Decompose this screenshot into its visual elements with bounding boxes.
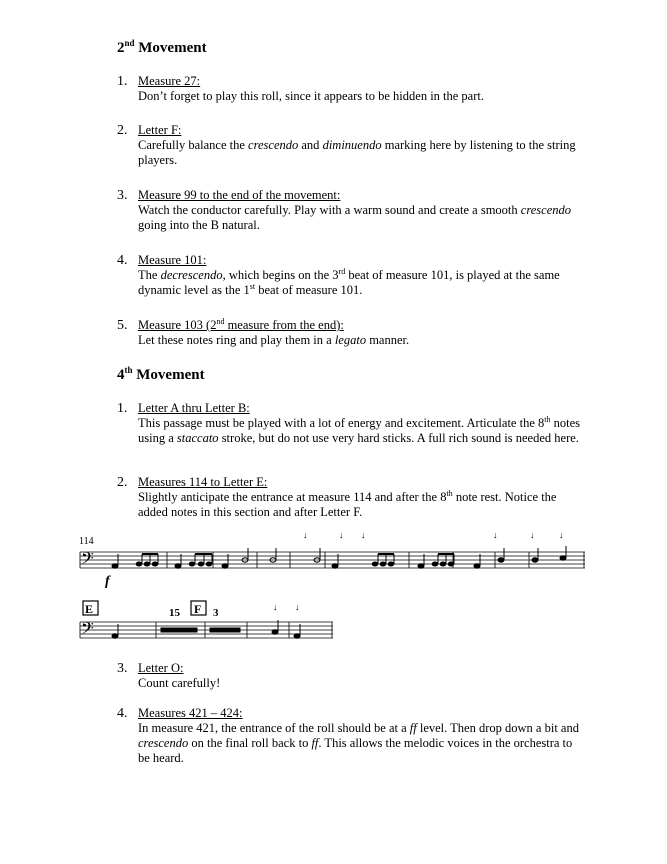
item-title: Letter A thru Letter B: <box>138 401 250 415</box>
item-text: In measure 421, the entrance of the roll should be at a ff level. Then drop down a bit and crescendo on the final roll back to ff. This allows the melodic voices in the orchestra to be heard. <box>138 721 579 765</box>
list-item: 3. Measure 99 to the end of the movement: Watch the conductor carefully. Play with a warm sound and create a smooth crescendo going into the B natural. <box>117 188 587 233</box>
multi-rest-count-3: 3 <box>213 607 219 619</box>
list-item: 5. Measure 103 (2nd measure from the end): Let these notes ring and play them in a legato manner. <box>117 318 587 348</box>
item-text: The decrescendo, which begins on the 3rd beat of measure 101, is played at the same dynamic level as the 1st beat of measure 101. <box>138 266 560 297</box>
list-item: 3. Letter O: Count carefully! <box>117 661 587 691</box>
svg-text:↓: ↓ <box>303 530 308 540</box>
item-title: Measure 99 to the end of the movement: <box>138 188 341 202</box>
dynamic-marking: f <box>105 574 110 589</box>
multi-rest-count-15: 15 <box>169 607 180 619</box>
svg-text:↓: ↓ <box>339 530 344 540</box>
measure-number: 114 <box>79 536 94 547</box>
heading-2nd-movement: 2nd Movement <box>117 38 207 56</box>
item-text: Let these notes ring and play them in a legato manner. <box>138 333 410 347</box>
item-title: Measure 103 (2nd measure from the end): <box>138 316 344 332</box>
item-title: Measures 114 to Letter E: <box>138 475 268 489</box>
svg-text:↓: ↓ <box>295 602 300 612</box>
rehearsal-mark-e <box>83 601 98 616</box>
item-title: Measure 101: <box>138 253 207 267</box>
item-title: Letter O: <box>138 661 184 675</box>
item-text: This passage must be played with a lot of energy and excitement. Articulate the 8th notes using a staccato stroke, but do not use very hard sticks. A full rich sound is needed here. <box>138 414 580 445</box>
svg-text:E: E <box>85 602 94 616</box>
item-text: Watch the conductor carefully. Play with a warm sound and create a smooth crescendo going into the B natural. <box>138 203 571 232</box>
item-text: Don’t forget to play this roll, since it appears to be hidden in the part. <box>138 89 484 103</box>
list-item: 1. Measure 27: Don’t forget to play this roll, since it appears to be hidden in the part. <box>117 74 587 104</box>
item-title: Measure 27: <box>138 74 201 88</box>
svg-text:↓: ↓ <box>530 530 535 540</box>
item-text: Slightly anticipate the entrance at measure 114 and after the 8th note rest. Notice the added notes in this section and after Letter F. <box>138 488 557 519</box>
svg-text:↓: ↓ <box>493 530 498 540</box>
rehearsal-mark-f <box>191 601 206 616</box>
svg-text:↓: ↓ <box>559 530 564 540</box>
svg-text:↓: ↓ <box>361 530 366 540</box>
svg-text:↓: ↓ <box>273 602 278 612</box>
svg-text:F: F <box>194 602 202 616</box>
item-title: Measures 421 – 424: <box>138 706 243 720</box>
bass-clef: 𝄢 <box>81 620 94 642</box>
item-text: Count carefully! <box>138 676 221 690</box>
list-item: 4. Measure 101: The decrescendo, which begins on the 3rd beat of measure 101, is played at the same dynamic level as the 1st beat of measure 101. <box>117 253 587 298</box>
item-title: Letter F: <box>138 123 182 137</box>
music-staff-line-1 <box>75 530 595 590</box>
list-item: 2. Letter F: Carefully balance the crescendo and diminuendo marking here by listening to the string players. <box>117 123 587 168</box>
list-item: 4. Measures 421 – 424: In measure 421, the entrance of the roll should be at a ff level. Then drop down a bit and crescendo on the final roll back to ff. This allows the melodic voices in the orchestra to be heard. <box>117 706 587 766</box>
bass-clef: 𝄢 <box>81 550 94 572</box>
list-item: 2. Measures 114 to Letter E: Slightly anticipate the entrance at measure 114 and after the 8th note rest. Notice the added notes in this section and after Letter F. <box>117 475 587 520</box>
music-staff-line-2 <box>75 598 375 648</box>
list-item: 1. Letter A thru Letter B: This passage must be played with a lot of energy and excitement. Articulate the 8th notes using a staccato stroke, but do not use very hard sticks. A full rich sound is needed here. <box>117 401 587 446</box>
item-text: Carefully balance the crescendo and diminuendo marking here by listening to the string players. <box>138 138 576 167</box>
heading-4th-movement: 4th Movement <box>117 365 205 383</box>
